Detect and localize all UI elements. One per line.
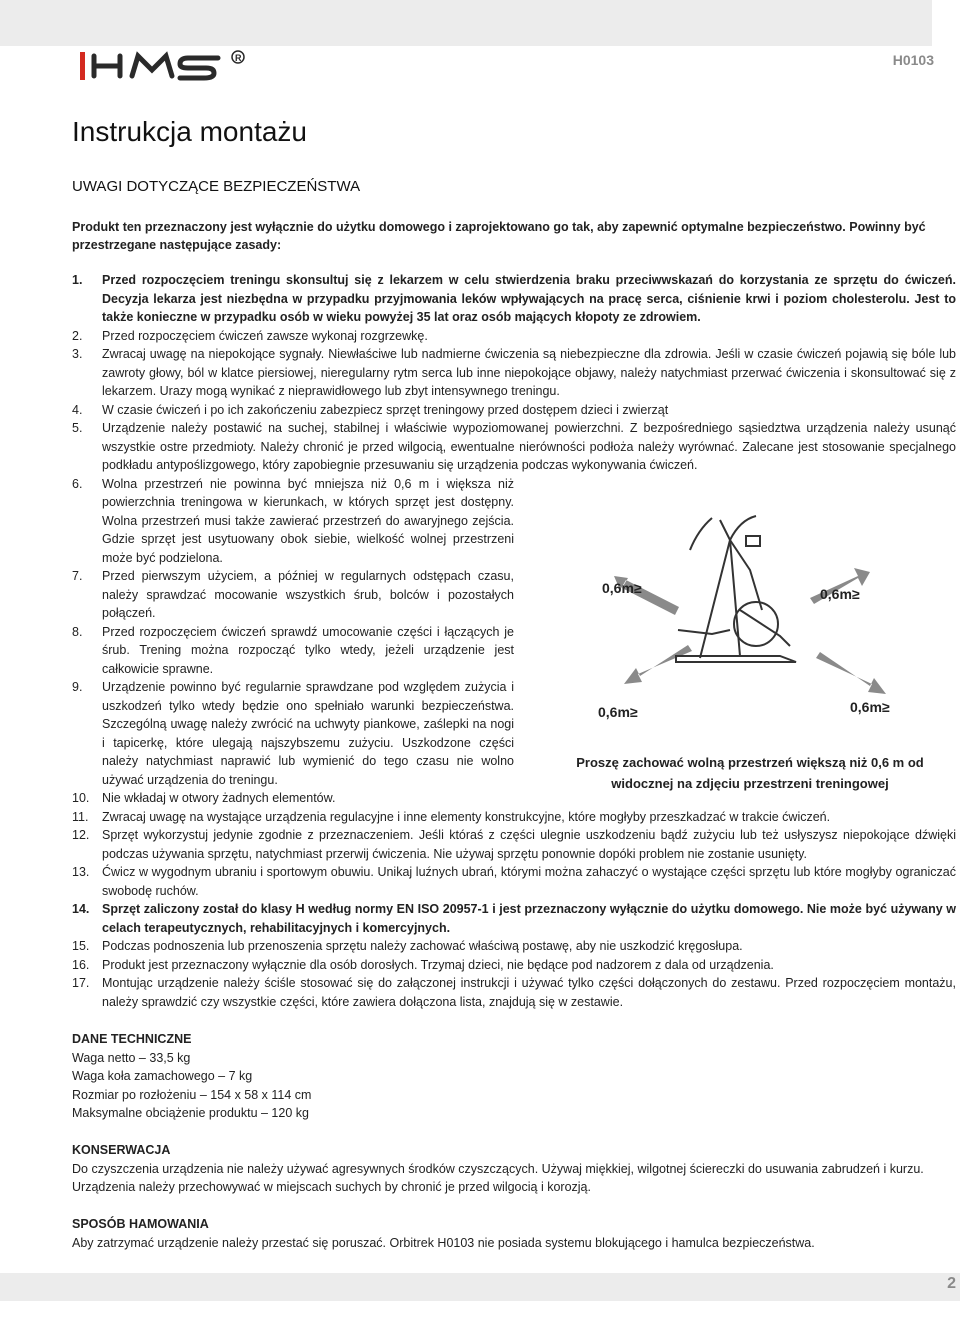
list-item: 10. Nie wkładaj w otwory żadnych elementów. — [72, 791, 336, 805]
header-band — [0, 0, 932, 46]
braking-text: Aby zatrzymać urządzenie należy przestać się poruszać. Orbitrek H0103 nie posiada systemu blokującego i hamulca bezpieczeństwa. — [72, 1235, 815, 1250]
tech-line: Maksymalne obciążenie produktu – 120 kg — [72, 1106, 309, 1120]
tech-line: Waga koła zamachowego – 7 kg — [72, 1069, 253, 1083]
tech-line: Waga netto – 33,5 kg — [72, 1050, 191, 1065]
list-item: 2. Przed rozpoczęciem ćwiczeń zawsze wykonaj rozgrzewkę. — [72, 328, 428, 343]
figure-caption: Proszę zachować wolną przestrzeń większą niż 0,6 m od widocznej na zdjęciu przestrzeni treningowej — [576, 755, 924, 791]
tech-line: Rozmiar po rozłożeniu – 154 x 58 x 114 cm — [72, 1087, 312, 1102]
maintenance-heading: KONSERWACJA — [72, 1143, 171, 1157]
maintenance-text: Do czyszczenia urządzenia nie należy używać agresywnych środków czyszczących. Używaj miękkiej, wilgotnej ściereczki do usuwania zabrudzeń i kurzu. Urządzenia należy przechowywać w miejscach suchych by chronić je przed wilgocią i korozją. — [72, 1161, 924, 1194]
svg-text:R: R — [235, 53, 242, 63]
list-item: 14. Sprzęt zaliczony został do klasy H według normy EN ISO 20957-1 i jest przeznaczony wyłącznie do użytku domowego. Nie może być używany w celach terapeutycznych, rehabilitacyjnych i komercyjnych. — [72, 902, 956, 935]
list-item: 15. Podczas podnoszenia lub przenoszenia sprzętu należy zachować właściwą postawę, aby nie uszkodzić kręgosłupa. — [72, 939, 743, 953]
clearance-label-bottom-right: 0,6m≥ — [850, 699, 890, 715]
tech-data-section — [72, 1030, 960, 1123]
list-item: 1. Przed rozpoczęciem treningu skonsultuj się z lekarzem w celu stwierdzenia braku przeciwwskazań do korzystania ze sprzętu do ćwiczeń. Decyzja lekarza jest niezbędna w przypadku przyjmowania leków wpływających na pracę serca, ciśnienie krwi i poziom cholesterolu. Jest to także konieczne w przypadku osób w wieku powyżej 35 lat oraz osób mających kłopoty ze zdrowiem. — [72, 273, 956, 324]
page-number: 2 — [947, 1275, 956, 1292]
list-item: 7. Przed pierwszym użyciem, a później w regularnych odstępach czasu, należy sprawdzać mocowanie wszystkich śrub, bolców i pozostałych połączeń. — [72, 569, 514, 620]
list-item: 3. Zwracaj uwagę na niepokojące sygnały. Niewłaściwe lub nadmierne ćwiczenia są niebezpieczne dla zdrowia. Jeśli w czasie ćwiczeń pojawią się bóle lub zawroty głowy, ból w klatce piersiowej, nieregularny rytm serca lub inne niepokojące objawy, należy natychmiast przerwać ćwiczenia i skonsultować się z lekarzem. Urazy mogą wynikać z nieprawidłowego lub zbyt intensywnego treningu. — [72, 347, 956, 398]
list-item: 8. Przed rozpoczęciem ćwiczeń sprawdź umocowanie części i łączących je śrub. Trening można rozpocząć tylko wtedy, jeżeli urządzenie jest całkowicie sprawne. — [72, 624, 514, 676]
safety-intro: Produkt ten przeznaczony jest wyłącznie do użytku domowego i zaprojektowano go tak, aby zapewnić optymalne bezpieczeństwo. Powinny być przestrzegane następujące zasady: — [72, 220, 926, 252]
document-code: H0103 — [892, 52, 934, 68]
maintenance-section — [72, 1141, 960, 1197]
clearance-label-top-left: 0,6m≥ — [602, 580, 642, 596]
braking-section — [72, 1215, 960, 1252]
page-title: Instrukcja montażu — [72, 116, 307, 147]
list-item: 11. Zwracaj uwagę na wystające urządzenia regulacyjne i inne elementy konstrukcyjne, które mogłyby przeszkadzać w trakcie ćwiczeń. — [72, 809, 831, 824]
clearance-label-top-right: 0,6m≥ — [820, 586, 860, 602]
clearance-label-bottom-left: 0,6m≥ — [598, 704, 638, 720]
list-item: 13. Ćwicz w wygodnym ubraniu i sportowym obuwiu. Unikaj luźnych ubrań, którymi można zahaczyć o wystające części sprzętu lub które mogłyby ograniczać swobodę ruchów. — [72, 865, 956, 898]
list-item: 5. Urządzenie należy postawić na suchej, stabilnej i właściwie wypoziomowanej powierzchni. Z bezpośredniego sąsiedztwa urządzenia należy usunąć wszystkie ostre przedmioty. Należy chronić je przed wilgocią, ewentualne nierówności podłoża należy wyrównać. Zalecane jest stosowanie specjalnego podkładu antypoślizgowego, który zapobiegnie przesuwaniu się urządzenia podczas wykonywania ćwiczeń. — [72, 421, 956, 472]
list-item: 4. W czasie ćwiczeń i po ich zakończeniu zabezpiecz sprzęt treningowy przed dostępem dzieci i zwierząt — [72, 402, 669, 417]
list-item: 6. Wolna przestrzeń nie powinna być mniejsza niż 0,6 m i większa niż powierzchnia treningowa w kierunkach, w których sprzęt jest dostępny. Wolna przestrzeń musi także zawierać przestrzeń do awaryjnego zejścia. Gdzie sprzęt jest usytuowany obok siebie, wielkość wolnej przestrzeni może być podzielona. — [72, 476, 514, 565]
hms-logo — [80, 48, 250, 84]
list-item: 16. Produkt jest przeznaczony wyłącznie dla osób dorosłych. Trzymaj dzieci, nie będące pod nadzorem z dala od urządzenia. — [72, 957, 774, 972]
list-item: 17. Montując urządzenie należy ściśle stosować się do załączonej instrukcji i używać tylko części dołączonych do zestawu. Przed rozpoczęciem montażu, należy sprawdzić czy wszystkie części, które zawiera dołączona lista, znajdują się w zestawie. — [72, 976, 956, 1009]
footer-band — [0, 1273, 960, 1301]
safety-heading: UWAGI DOTYCZĄCE BEZPIECZEŃSTWA — [72, 178, 361, 195]
list-item: 12. Sprzęt wykorzystuj jedynie zgodnie z przeznaczeniem. Jeśli któraś z części ulegnie uszkodzeniu bądź zużyciu lub też usłyszysz niepokojące dźwięki podczas używania sprzętu, natychmiast przerwij ćwiczenia. Nie używaj sprzętu ponownie dopóki problem nie zostanie usunięty. — [72, 828, 956, 861]
list-item: 9. Urządzenie powinno być regularnie sprawdzane pod względem zużycia i uszkodzeń tylko wtedy będzie ono spełniało warunki bezpieczeństwa. Szczególną uwagę należy zwrócić na uchwyty piankowe, zaślepki na nogi i tapicerkę, które ulegają najszybszemu zużyciu. Uszkodzone części należy natychmiast naprawić lub wymienić do tego czasu nie wolno używać urządzenia do treningu. — [72, 680, 514, 787]
tech-data-heading: DANE TECHNICZNE — [72, 1032, 192, 1046]
braking-heading: SPOSÓB HAMOWANIA — [72, 1217, 209, 1231]
